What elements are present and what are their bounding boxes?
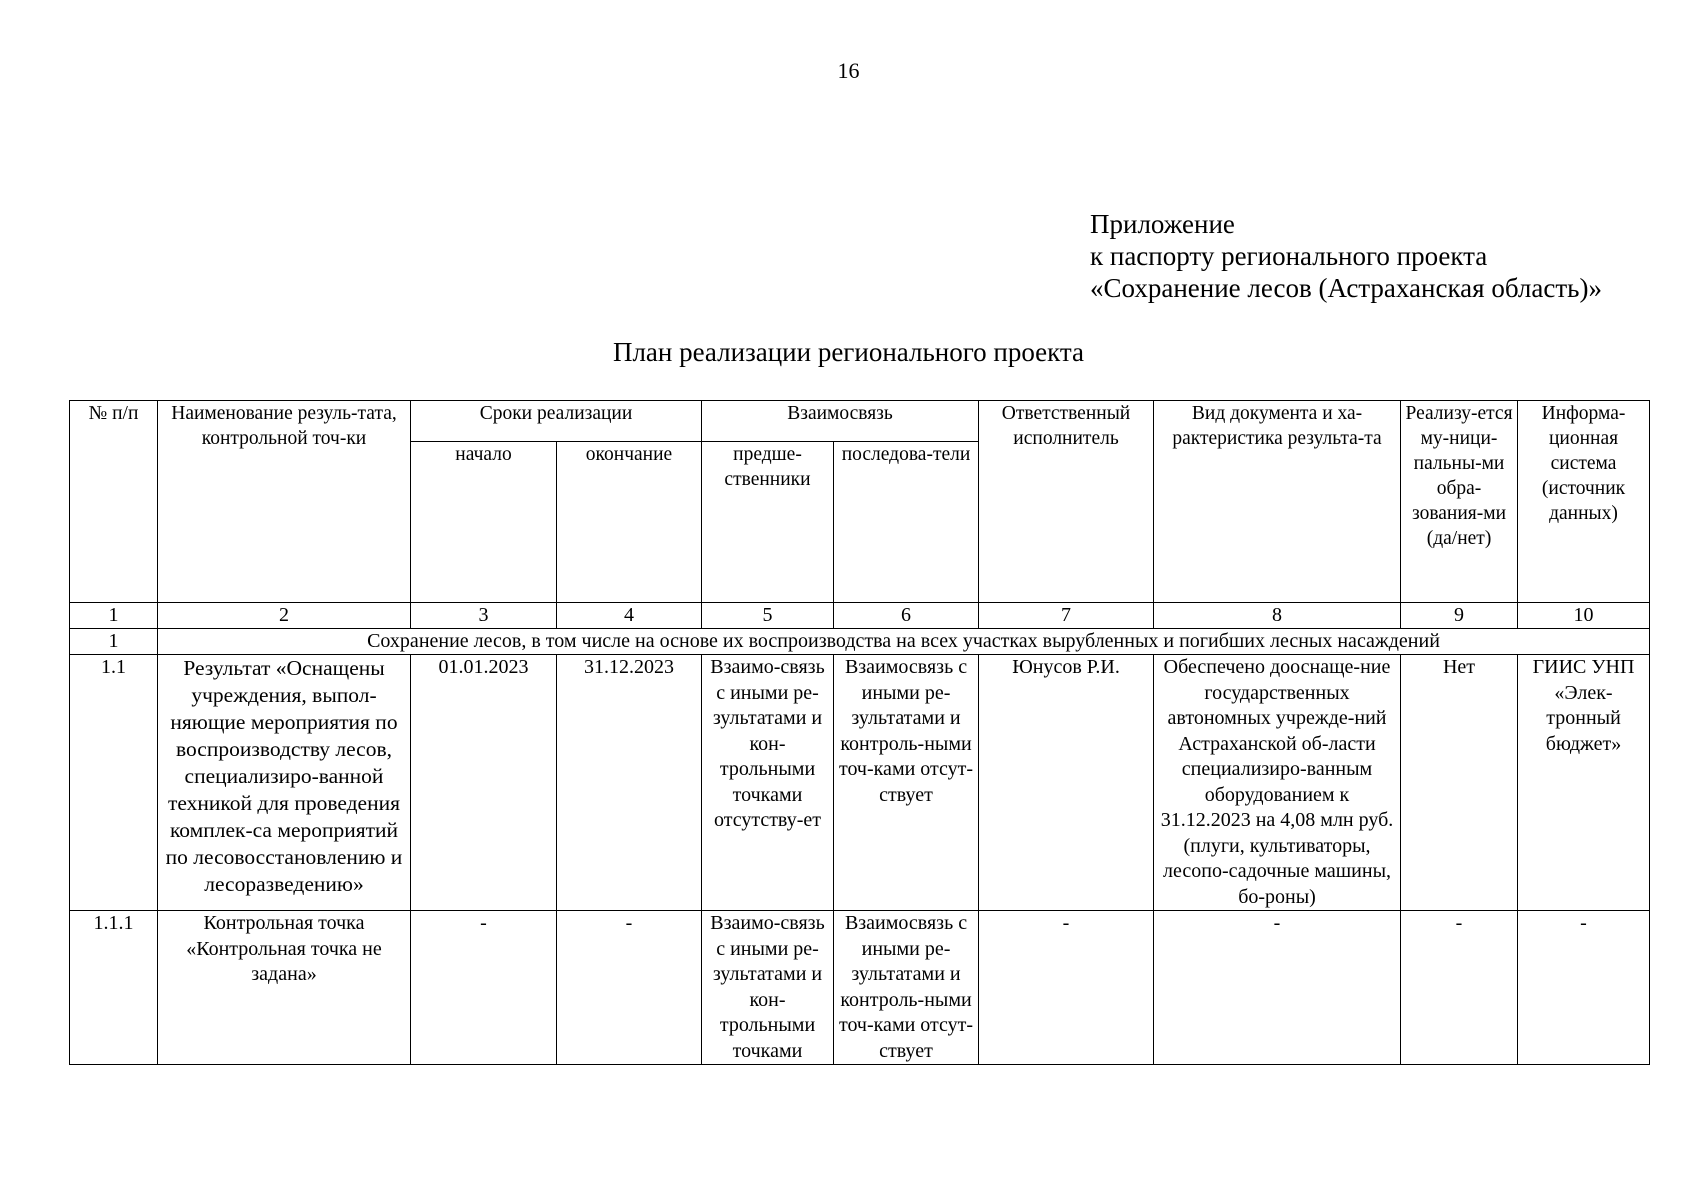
row-predecessors: Взаимо-связь с иными ре-зультатами и кон-трольными точками bbox=[702, 911, 834, 1065]
header-predecessors: предше-ственники bbox=[702, 442, 834, 603]
section-row bbox=[70, 629, 1650, 655]
row-name: Контрольная точка «Контрольная точка не задана» bbox=[158, 911, 411, 1065]
row-num: 1.1 bbox=[70, 655, 158, 911]
header-responsible: Ответственный исполнитель bbox=[979, 401, 1154, 603]
row-start: 01.01.2023 bbox=[411, 655, 557, 911]
section-num: 1 bbox=[70, 629, 158, 655]
column-number: 6 bbox=[834, 603, 979, 629]
appendix-line-3: «Сохранение лесов (Астраханская область)» bbox=[1090, 273, 1602, 303]
table-row bbox=[70, 655, 1650, 911]
page-number: 16 bbox=[837, 58, 860, 83]
row-municipal: Нет bbox=[1401, 655, 1518, 911]
header-end: окончание bbox=[557, 442, 702, 603]
header-timing: Сроки реализации bbox=[411, 401, 702, 442]
header-municipal: Реализу-ется му-ници-пальны-ми обра-зования-ми (да/нет) bbox=[1401, 401, 1518, 603]
plan-title: План реализации регионального проекта bbox=[612, 337, 1085, 367]
row-predecessors: Взаимо-связь с иными ре-зультатами и кон-трольными точками отсутству-ет bbox=[702, 655, 834, 911]
column-number: 10 bbox=[1518, 603, 1650, 629]
row-municipal: - bbox=[1401, 911, 1518, 1065]
row-start: - bbox=[411, 911, 557, 1065]
plan-table bbox=[69, 400, 1650, 1065]
column-number: 3 bbox=[411, 603, 557, 629]
column-number: 8 bbox=[1154, 603, 1401, 629]
header-num: № п/п bbox=[70, 401, 158, 603]
section-text: Сохранение лесов, в том числе на основе их воспроизводства на всех участках вырубленных и погибших лесных насаждений bbox=[158, 629, 1650, 655]
row-name: Результат «Оснащены учреждения, выпол-няющие мероприятия по воспроизводству лесов, специализиро-ванной техникой для проведения комплек-са мероприятий по лесовосстановлению и лесоразведению» bbox=[158, 655, 411, 911]
row-infosystem: - bbox=[1518, 911, 1650, 1065]
column-number: 9 bbox=[1401, 603, 1518, 629]
row-document: Обеспечено дооснаще-ние государственных автономных учрежде-ний Астраханской об-ласти специализиро-ванным оборудованием к 31.12.2023 на 4,08 млн руб. (плуги, культиваторы, лесопо-садочные машины, бо-роны) bbox=[1154, 655, 1401, 911]
row-successors: Взаимосвязь с иными ре-зультатами и контроль-ными точ-ками отсут-ствует bbox=[834, 911, 979, 1065]
column-number-row bbox=[70, 603, 1650, 629]
row-infosystem: ГИИС УНП «Элек-тронный бюджет» bbox=[1518, 655, 1650, 911]
appendix-block bbox=[1090, 208, 1602, 304]
row-end: 31.12.2023 bbox=[557, 655, 702, 911]
row-end: - bbox=[557, 911, 702, 1065]
header-row-1 bbox=[70, 401, 1650, 442]
column-number: 1 bbox=[70, 603, 158, 629]
header-relation: Взаимосвязь bbox=[702, 401, 979, 442]
header-name: Наименование резуль-тата, контрольной точ-ки bbox=[158, 401, 411, 603]
column-number: 4 bbox=[557, 603, 702, 629]
table-row bbox=[70, 911, 1650, 1065]
header-document: Вид документа и ха-рактеристика результа-та bbox=[1154, 401, 1401, 603]
column-number: 7 bbox=[979, 603, 1154, 629]
header-infosystem: Информа-ционная система (источник данных) bbox=[1518, 401, 1650, 603]
row-successors: Взаимосвязь с иными ре-зультатами и контроль-ными точ-ками отсут-ствует bbox=[834, 655, 979, 911]
column-number: 2 bbox=[158, 603, 411, 629]
header-successors: последова-тели bbox=[834, 442, 979, 603]
appendix-line-1: Приложение bbox=[1090, 209, 1235, 239]
column-number: 5 bbox=[702, 603, 834, 629]
header-start: начало bbox=[411, 442, 557, 603]
row-num: 1.1.1 bbox=[70, 911, 158, 1065]
row-responsible: - bbox=[979, 911, 1154, 1065]
appendix-line-2: к паспорту регионального проекта bbox=[1090, 241, 1488, 271]
row-responsible: Юнусов Р.И. bbox=[979, 655, 1154, 911]
row-document: - bbox=[1154, 911, 1401, 1065]
